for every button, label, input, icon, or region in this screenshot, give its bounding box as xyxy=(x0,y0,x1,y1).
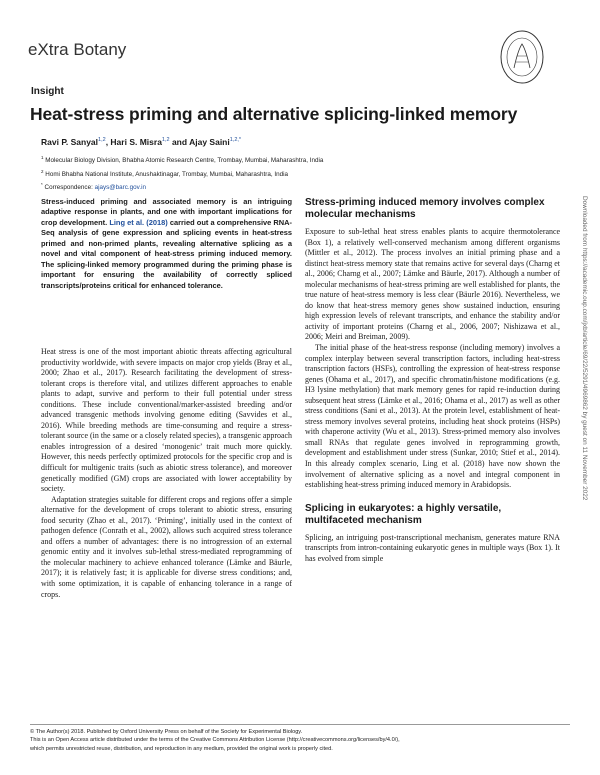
author-affiliation-mark: 1,2,* xyxy=(229,137,242,144)
license-footer xyxy=(30,724,570,753)
author-affiliation-mark: 1,2 xyxy=(98,137,106,144)
article-type-label: Insight xyxy=(31,86,64,97)
author-name[interactable]: Ajay Saini xyxy=(189,137,230,147)
abstract: Stress-induced priming and associated memory is an intriguing adaptive response in plants, and one with important implications for crop development. Ling et al. (2018) carried out a comprehensive RNA-Seq analysis of gene expression and splicing events in heat-stress primed and non-primed plants, revealing alternative splicing as a novel and vital component of heat-stress priming induced memory. The splicing-linked memory programmed during the priming phase is important for ensuring the availability of correctly spliced transcripts/proteins critical for enhanced tolerance. xyxy=(41,197,293,290)
body-paragraph: Heat stress is one of the most important abiotic threats affecting agricultural productivity worldwide, with severe impacts on major crop yields (Bray et al., 2000; Zhao et al., 2017). Research facilitating the development of stress-tolerant crops is therefore vital, and utilizes different approaches to enable plants to adapt, survive and perform to their full potential under stress conditions. These include conventional/marker-assisted breeding and/or advanced transgenic methods involving genome editing (Savvides et al., 2016). While breeding methods are time-consuming and require a stress-tolerant source (in the same or a closely related species), a transgenic approach enables introgression of a desired ‘monogenic’ trait much more quickly. However, this needs perfectly optimized protocols for the specific crop and is difficult for multigenic traits (such as abiotic stress tolerance), and moreover genetically modified (GM) crops are associated with lower acceptability by society. xyxy=(41,347,292,494)
author-name[interactable]: Hari S. Misra xyxy=(110,137,162,147)
body-paragraph: Exposure to sub-lethal heat stress enables plants to acquire thermotolerance (Box 1), a relatively well-conserved mechanism among different organisms (Mittler et al., 2012). The process involves an initial priming phase and a distinct heat-stress memory state that remains active for several days (Charng et al., 2006; Charng et al., 2007; Lämke and Bäurle, 2017). Although a number of molecular mechanisms of heat-stress priming are well established for plants, the true nature of heat-stress memory is less clear (Bäurle 2016). Nevertheless, we do know that heat-stress memory genes show sustained induction, ensuring high expression levels of relevant transcripts, and enhance the stability and/or activity of important proteins (Charng et al., 2006, 2007; Nishizawa et al., 2006; Meiri and Breiman, 2009). xyxy=(305,227,560,342)
footer-line: This is an Open Access article distributed under the terms of the Creative Commons Attribution License (http://creativecommons.org/licenses/by/4.0/), xyxy=(30,737,400,744)
body-paragraph: Adaptation strategies suitable for different crops and regions offer a simple alternative for the development of crops tolerant to abiotic stress, ensuring food security (Zhao et al., 2017). ‘Priming’, initially used in the context of pathogen defence (Conrath et al., 2002), allows such acquired stress tolerance and offers a number of advantages: there is no introgression of an external genomic entity and it involves sub-lethal stress-mediated reprogramming of the molecular machinery to achieve enhanced tolerance (Lämke and Bäurle, 2017); it is relatively fast; it is applicable for diverse stress conditions; and, with some optimization, it is capable of enhancing tolerance in a range of crops. xyxy=(41,494,292,599)
download-watermark: Downloaded from https://academic.oup.com/jxb/article/69/22/5291/4969862 by guest on 11 November 2022 xyxy=(581,196,588,501)
citation-link[interactable]: Ling et al. (2018) xyxy=(109,217,168,227)
section-heading: Splicing in eukaryotes: a highly versatile, multifaceted mechanism xyxy=(305,502,502,526)
journal-seal-logo xyxy=(498,28,546,86)
author-list: Ravi P. Sanyal$^{1,2}$, Hari S. Misra$^{1,2}$ and Ajay Saini$^{1,2,*}$ xyxy=(41,137,242,147)
section-heading: Stress-priming induced memory involves complex molecular mechanisms xyxy=(305,197,545,220)
affiliation-line: $^2$ Homi Bhabha National Institute, Anushaktinagar, Trombay, Mumbai, Maharashtra, India xyxy=(41,168,289,178)
author-name[interactable]: Ravi P. Sanyal xyxy=(41,137,99,147)
author-affiliation-mark: 1,2 xyxy=(161,137,170,144)
footer-line: which permits unrestricted reuse, distribution, and reproduction in any medium, provided the original work is properly cited. xyxy=(30,745,333,752)
correspondence-email-link[interactable]: ajays@barc.gov.in xyxy=(94,184,147,192)
right-column xyxy=(305,197,560,564)
body-paragraph: Splicing, an intriguing post-transcriptional mechanism, generates mature RNA transcripts from intron-containing eukaryotic genes in multiple ways (Box 1). It has evolved from simple xyxy=(305,532,560,563)
footer-line: © The Author(s) 2018. Published by Oxford University Press on behalf of the Society for Experimental Biology. xyxy=(30,729,303,735)
article-title: Heat-stress priming and alternative splicing-linked memory xyxy=(30,104,518,124)
affiliation-line: $^1$ Molecular Biology Division, Bhabha Atomic Research Centre, Trombay, Mumbai, Maharashtra, India xyxy=(41,155,324,165)
journal-name: eXtra Botany xyxy=(28,40,127,59)
left-column-body xyxy=(41,347,292,600)
body-paragraph: The initial phase of the heat-stress response (including memory) involves a complex interplay between several transcription factors, including heat-stress transcription factors (HSFs), controlling the expression of heat-stress response genes (Ohama et al., 2017), and specific chromatin/histone modifications (e.g. H3 lysine methylation) that mark memory genes for rapid re-induction during subsequent heat stress (Lämke et al., 2016; Ohama et al., 2017) as well as other stress conditions (Sani et al., 2013). At the protein level, establishment of heat-stress memory involves several proteins, including heat shock proteins (HSPs) with chaperone activity (Wu et al., 2013). Stress-primed memory also involves small RNAs that regulate genes involved in reprogramming growth, development and establishment under stress (Sunkar, 2010; Stief et al., 2014). In this already complex scenario, Ling et al. (2018) have now shown the involvement of alternative splicing as a novel and integral component in establishing heat-stress priming induced memory in Arabidopsis. xyxy=(305,343,560,490)
affiliations xyxy=(41,153,323,194)
correspondence-line: * Correspondence: ajays@barc.gov.in xyxy=(41,182,147,192)
